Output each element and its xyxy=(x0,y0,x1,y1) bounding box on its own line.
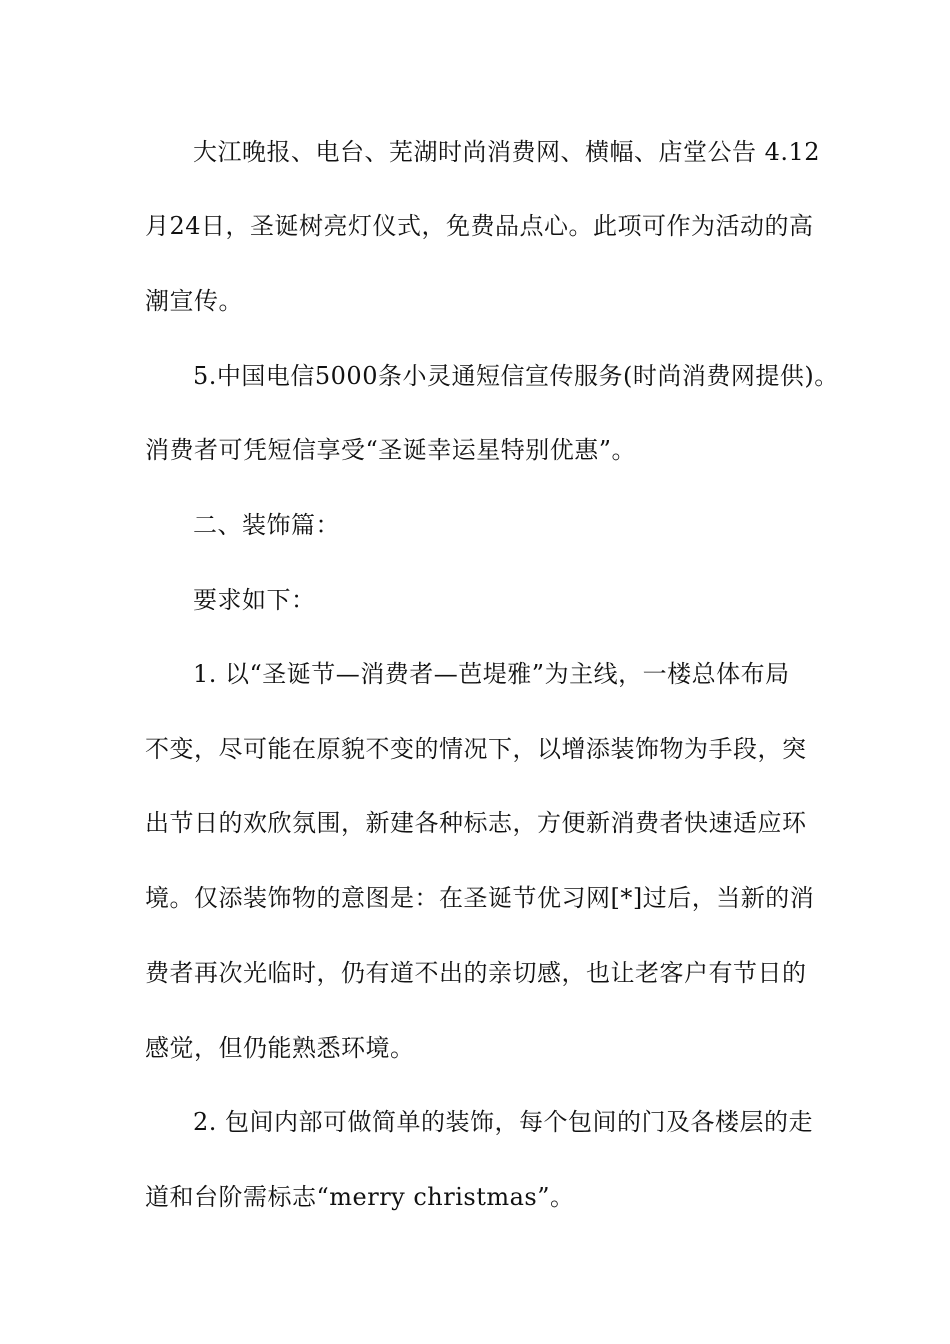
text-line-3: 潮宣传。 xyxy=(145,287,243,315)
text-line-5: 消费者可凭短信享受“圣诞幸运星特别优惠”。 xyxy=(145,436,637,464)
text-line-9: 不变，尽可能在原貌不变的情况下，以增添装饰物为手段，突 xyxy=(145,735,807,763)
text-line-11: 境。仅添装饰物的意图是：在圣诞节优习网[*]过后，当新的消 xyxy=(145,884,815,912)
text-line-1: 大江晚报、电台、芜湖时尚消费网、横幅、店堂公告 4.12 xyxy=(193,138,821,166)
text-line-13: 感觉，但仍能熟悉环境。 xyxy=(145,1034,415,1062)
section-heading: 二、装饰篇： xyxy=(193,511,340,539)
text-line-2: 月24日，圣诞树亮灯仪式，免费品点心。此项可作为活动的高 xyxy=(145,212,814,240)
text-line-12: 费者再次光临时，仍有道不出的亲切感，也让老客户有节日的 xyxy=(145,959,807,987)
text-line-7: 要求如下： xyxy=(193,586,316,614)
text-line-4: 5.中国电信5000条小灵通短信宣传服务(时尚消费网提供)。 xyxy=(193,362,839,390)
text-line-10: 出节日的欢欣氛围，新建各种标志，方便新消费者快速适应环 xyxy=(145,809,807,837)
text-line-15: 道和台阶需标志“merry christmas”。 xyxy=(145,1183,575,1211)
text-line-14: 2. 包间内部可做简单的装饰，每个包间的门及各楼层的走 xyxy=(193,1108,814,1136)
text-line-8: 1. 以“圣诞节—消费者—芭堤雅”为主线，一楼总体布局 xyxy=(193,660,790,688)
